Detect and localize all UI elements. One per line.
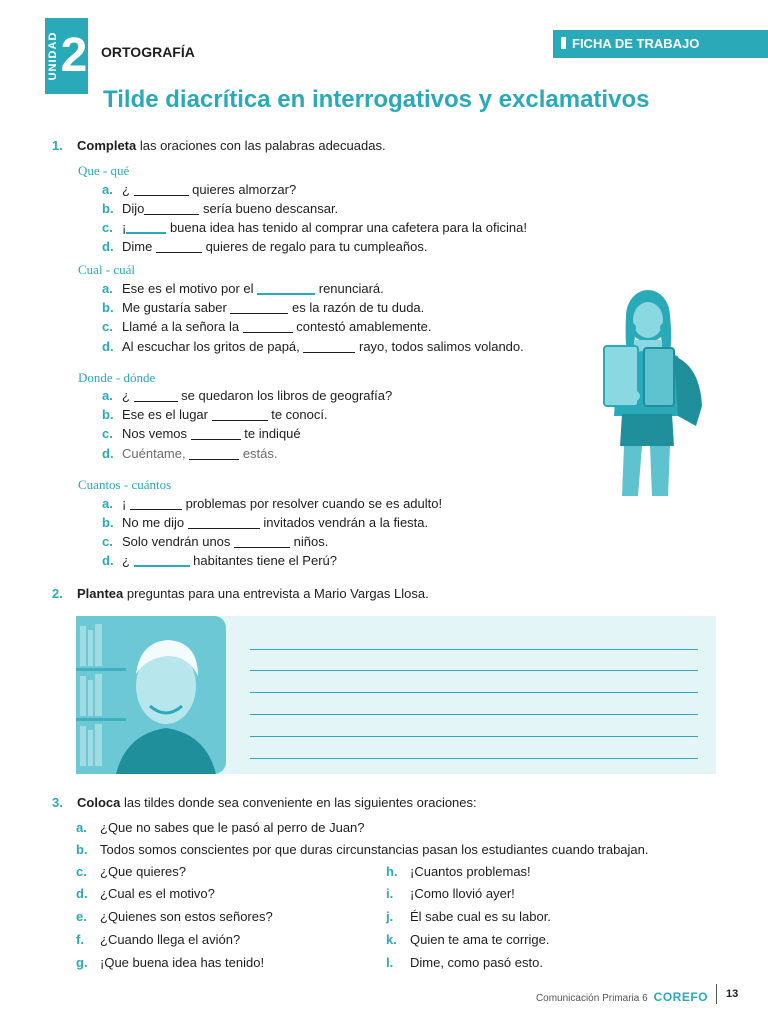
exercise-1-instruction: 1. Completa las oraciones con las palabras adecuadas.	[52, 138, 386, 153]
list-item: b. Ese es el lugar te conocí.	[102, 407, 328, 422]
exercise-3-instruction: 3. Coloca las tildes donde sea conveniente en las siguientes oraciones:	[52, 795, 477, 810]
list-item: k. Quien te ama te corrige.	[386, 932, 550, 947]
list-item: a. ¿Que no sabes que le pasó al perro de Juan?	[76, 820, 365, 835]
unit-label: UNIDAD	[45, 18, 61, 94]
answer-line[interactable]	[250, 649, 698, 650]
group-label: Donde - dónde	[78, 370, 156, 385]
list-item: b. No me dijo invitados vendrán a la fiesta.	[102, 515, 429, 530]
answer-blank[interactable]	[191, 427, 241, 440]
brand-logo: COREFO	[653, 990, 708, 1004]
answer-line[interactable]	[250, 758, 698, 759]
list-item: a. ¿ quieres almorzar?	[102, 182, 297, 197]
answer-line[interactable]	[250, 692, 698, 693]
list-item: a. ¡ problemas por resolver cuando se es adulto!	[102, 496, 443, 511]
list-item: d. ¿ habitantes tiene el Perú?	[102, 553, 337, 568]
answer-blank[interactable]	[126, 220, 166, 234]
answer-blank[interactable]	[234, 535, 290, 548]
unit-number: 2	[60, 18, 88, 94]
list-item: d. ¿Cual es el motivo?	[76, 886, 215, 901]
list-item: a. Ese es el motivo por el renunciará.	[102, 281, 384, 296]
answer-line[interactable]	[250, 736, 698, 737]
list-item: d. Dime quieres de regalo para tu cumpleaños.	[102, 239, 428, 254]
list-item: c. ¡ buena idea has tenido al comprar una cafetera para la oficina!	[102, 220, 527, 235]
list-item: e. ¿Quienes son estos señores?	[76, 909, 273, 924]
answer-blank[interactable]	[303, 340, 355, 353]
page-title: Tilde diacrítica en interrogativos y exclamativos	[103, 86, 650, 113]
list-item: c. Solo vendrán unos niños.	[102, 534, 329, 549]
group-label: Cual - cuál	[78, 262, 136, 277]
list-item: g. ¡Que buena idea has tenido!	[76, 955, 265, 970]
answer-line[interactable]	[250, 714, 698, 715]
list-item: a. ¿ se quedaron los libros de geografía?	[102, 388, 393, 403]
list-item: f. ¿Cuando llega el avión?	[76, 932, 241, 947]
list-item: b. Dijo sería bueno descansar.	[102, 201, 339, 216]
list-item: b. Me gustaría saber es la razón de tu duda.	[102, 300, 425, 315]
answer-blank[interactable]	[188, 516, 260, 529]
answer-blank[interactable]	[189, 447, 239, 460]
answer-blank[interactable]	[156, 240, 202, 253]
answer-line[interactable]	[250, 670, 698, 671]
list-item: c. ¿Que quieres?	[76, 864, 186, 879]
list-item: l. Dime, como pasó esto.	[386, 955, 543, 970]
answer-blank[interactable]	[134, 553, 190, 567]
answer-blank[interactable]	[243, 320, 293, 333]
answer-blank[interactable]	[144, 202, 199, 215]
answer-blank[interactable]	[134, 389, 178, 402]
answer-blank[interactable]	[230, 301, 288, 314]
worksheet-banner: FICHA DE TRABAJO	[553, 30, 768, 58]
list-item: h. ¡Cuantos problemas!	[386, 864, 531, 879]
answer-blank[interactable]	[130, 497, 182, 510]
exercise-2-instruction: 2. Plantea preguntas para una entrevista a Mario Vargas Llosa.	[52, 586, 429, 601]
answer-blank[interactable]	[212, 408, 268, 421]
page-number: 13	[726, 988, 739, 1000]
answer-blank[interactable]	[134, 183, 189, 196]
student-girl-illustration	[596, 286, 708, 496]
author-photo	[76, 616, 226, 774]
list-item: c. Nos vemos te indiqué	[102, 426, 301, 441]
list-item: j. Él sabe cual es su labor.	[386, 909, 551, 924]
footer-course: Comunicación Primaria 6 COREFO	[535, 990, 708, 1004]
group-label: Que - qué	[78, 163, 130, 178]
portrait-image	[76, 616, 226, 774]
list-item: d. Cuéntame, estás.	[102, 446, 278, 461]
answer-blank[interactable]	[257, 281, 315, 295]
square-icon	[561, 37, 566, 49]
group-label: Cuantos - cuántos	[78, 477, 172, 492]
list-item: i. ¡Como llovió ayer!	[386, 886, 515, 901]
section-label: ORTOGRAFÍA	[101, 44, 195, 60]
footer-divider	[716, 984, 717, 1004]
list-item: c. Llamé a la señora la contestó amablemente.	[102, 319, 432, 334]
list-item: b. Todos somos conscientes por que duras circunstancias pasan los estudiantes cuando trabajan.	[76, 842, 649, 857]
list-item: d. Al escuchar los gritos de papá, rayo, todos salimos volando.	[102, 339, 524, 354]
